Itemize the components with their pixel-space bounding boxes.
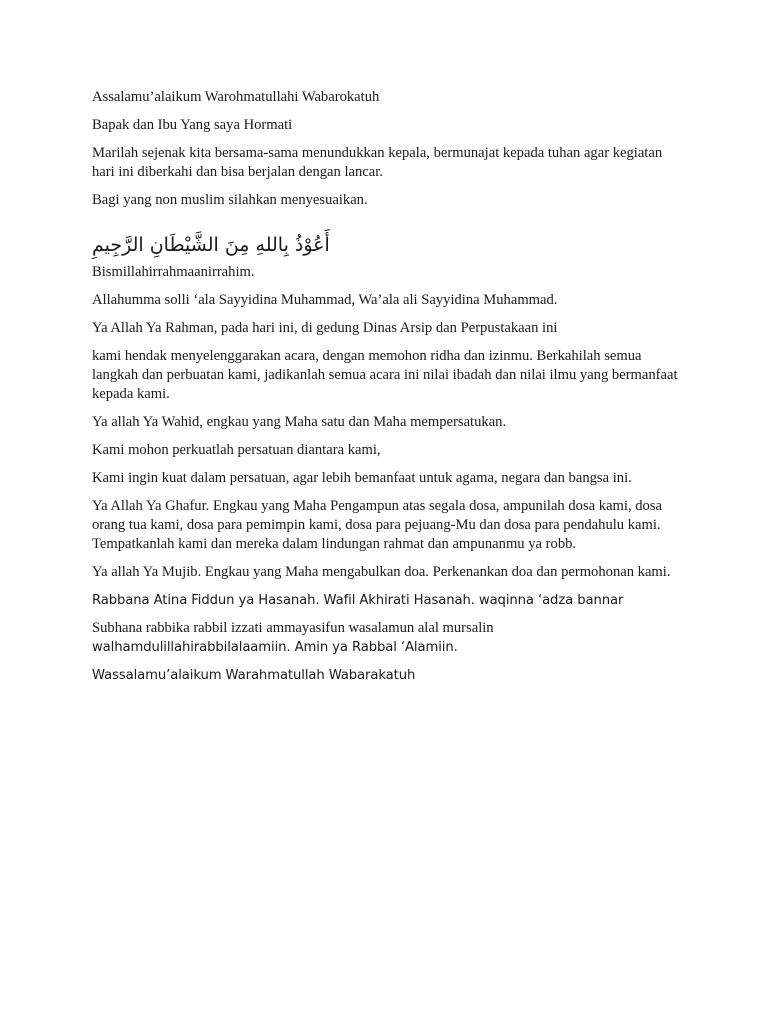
mujib-paragraph: Ya allah Ya Mujib. Engkau yang Maha mengabulkan doa. Perkenankan doa dan permohonan kami.: [92, 564, 671, 580]
strength-line: Kami ingin kuat dalam persatuan, agar lebih bemanfaat untuk agama, negara dan bangsa ini.: [92, 470, 632, 486]
closing-greeting: Wassalamu’alaikum Warahmatullah Wabarakatuh: [92, 668, 416, 683]
taawudz-arabic: أَعُوْذُ بِاللهِ مِنَ الشَّيْطَانِ الرَّجِيمِ: [92, 234, 330, 256]
subhana-line-2: walhamdulillahirabbilalaamiin. Amin ya Rabbal ‘Alamiin.: [92, 640, 458, 655]
unity-line: Kami mohon perkuatlah persatuan diantara kami,: [92, 442, 381, 458]
subhana-paragraph: [92, 619, 682, 657]
basmalah: Bismillahirrahmaanirrahim.: [92, 264, 255, 280]
intention-paragraph: kami hendak menyelenggarakan acara, dengan memohon ridha dan izinmu. Berkahilah semua langkah dan perbuatan kami, jadikanlah semua acara ini nilai ibadah dan nilai ilmu yang bermanfaat kepada kami.: [92, 348, 678, 402]
rabbana-line: Rabbana Atina Fiddun ya Hasanah. Wafil Akhirati Hasanah. waqinna ‘adza bannar: [92, 593, 624, 608]
speech-text: [92, 88, 682, 685]
rahman-line: Ya Allah Ya Rahman, pada hari ini, di gedung Dinas Arsip dan Perpustakaan ini: [92, 320, 558, 336]
shalawat: Allahumma solli ‘ala Sayyidina Muhammad, Wa’ala ali Sayyidina Muhammad.: [92, 292, 558, 308]
subhana-line-1: Subhana rabbika rabbil izzati ammayasifun wasalamun alal mursalin: [92, 620, 494, 636]
invitation-paragraph: Marilah sejenak kita bersama-sama menundukkan kepala, bermunajat kepada tuhan agar kegiatan hari ini diberkahi dan bisa berjalan dengan lancar.: [92, 145, 663, 180]
wahid-paragraph: Ya allah Ya Wahid, engkau yang Maha satu dan Maha mempersatukan.: [92, 414, 507, 430]
non-muslim-note: Bagi yang non muslim silahkan menyesuaikan.: [92, 192, 368, 208]
ghafur-paragraph: Ya Allah Ya Ghafur. Engkau yang Maha Pengampun atas segala dosa, ampunilah dosa kami, dosa orang tua kami, dosa para pemimpin kami, dosa para pejuang-Mu dan dosa para pendahulu kami. Tempatkanlah kami dan mereka dalam lindungan rahmat dan ampunanmu ya robb.: [92, 498, 663, 552]
address-line: Bapak dan Ibu Yang saya Hormati: [92, 117, 293, 133]
greeting: Assalamu’alaikum Warohmatullahi Wabarokatuh: [92, 89, 380, 105]
